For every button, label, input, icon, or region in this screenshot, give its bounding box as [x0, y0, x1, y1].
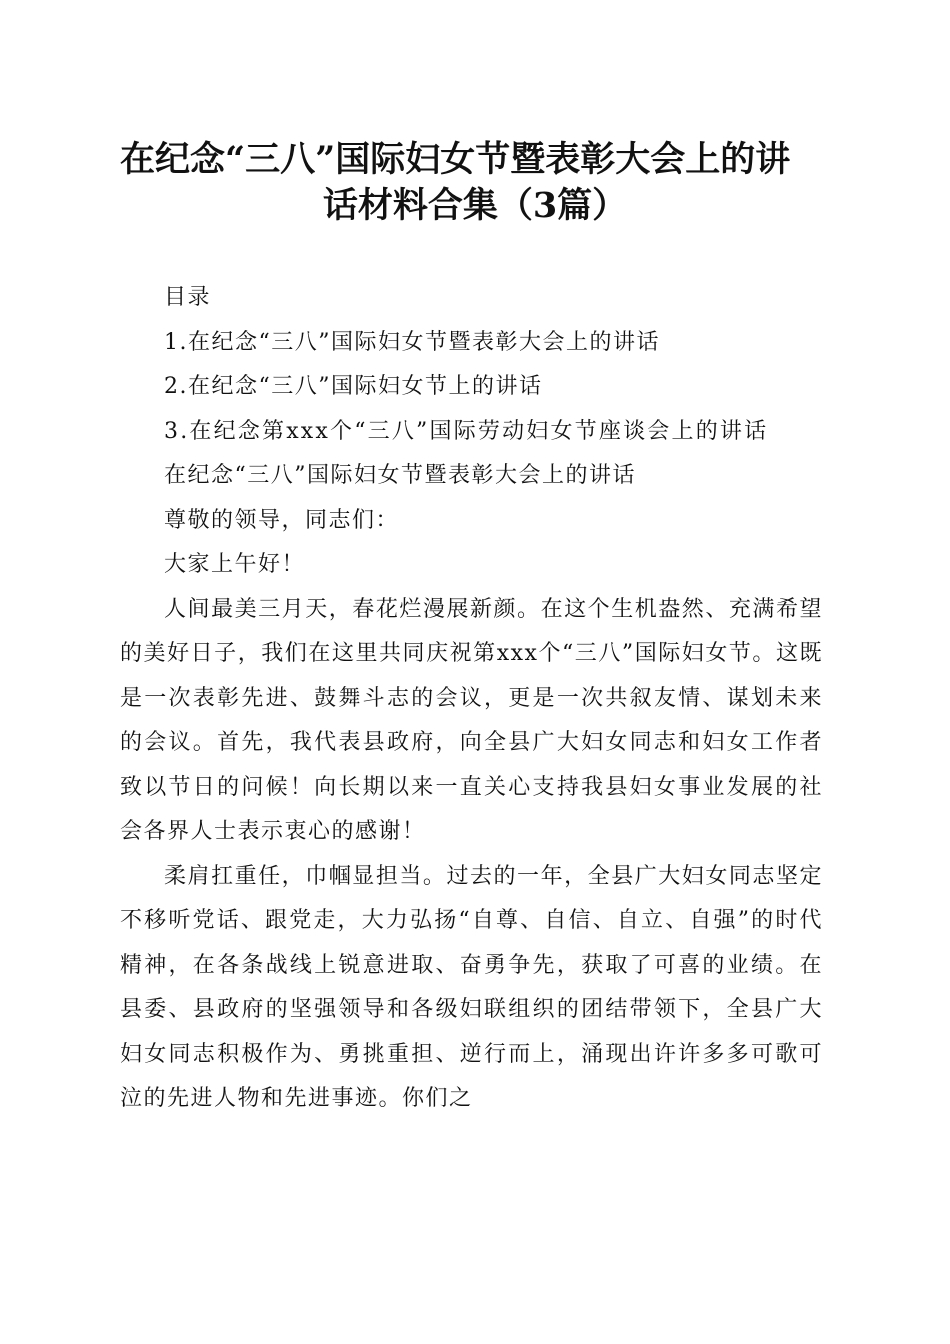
toc-item-1: 1.在纪念“三八”国际妇女节暨表彰大会上的讲话 — [164, 329, 660, 355]
speech-title: 在纪念“三八”国际妇女节暨表彰大会上的讲话 — [164, 463, 636, 488]
document-title-line-2: 话材料合集（3篇） — [322, 185, 628, 226]
body-paragraph-1: 人间最美三月天，春花烂漫展新颜。在这个生机盎然、充满希望的美好日子，我们在这里共同庆祝第xxx个“三八”国际妇女节。这既是一次表彰先进、鼓舞斗志的会议，更是一次共叙友情、谋划未来的会议。首先，我代表县政府，向全县广大妇女同志和妇女工作者致以节日的问候！向长期以来一直关心支持我县妇女事业发展的社会各界人士表示衷心的感谢！ — [120, 596, 823, 844]
toc-item-3: 3.在纪念第xxx个“三八”国际劳动妇女节座谈会上的讲话 — [164, 418, 769, 444]
body-paragraph-2: 柔肩扛重任，巾帼显担当。过去的一年，全县广大妇女同志坚定不移听党话、跟党走，大力弘扬“自尊、自信、自立、自强”的时代精神，在各条战线上锐意进取、奋勇争先，获取了可喜的业绩。在县委、县政府的坚强领导和各级妇联组织的团结带领下，全县广大妇女同志积极作为、勇挑重担、逆行而上，涌现出许许多多可歌可泣的先进人物和先进事迹。你们之 — [120, 863, 823, 1111]
greeting: 大家上午好！ — [164, 552, 306, 577]
toc-heading: 目录 — [164, 285, 212, 310]
salutation: 尊敬的领导，同志们： — [164, 507, 400, 533]
document-title-line-1: 在纪念“三八”国际妇女节暨表彰大会上的讲 — [120, 139, 791, 180]
toc-item-2: 2.在纪念“三八”国际妇女节上的讲话 — [164, 374, 543, 399]
document-body — [120, 276, 823, 1122]
